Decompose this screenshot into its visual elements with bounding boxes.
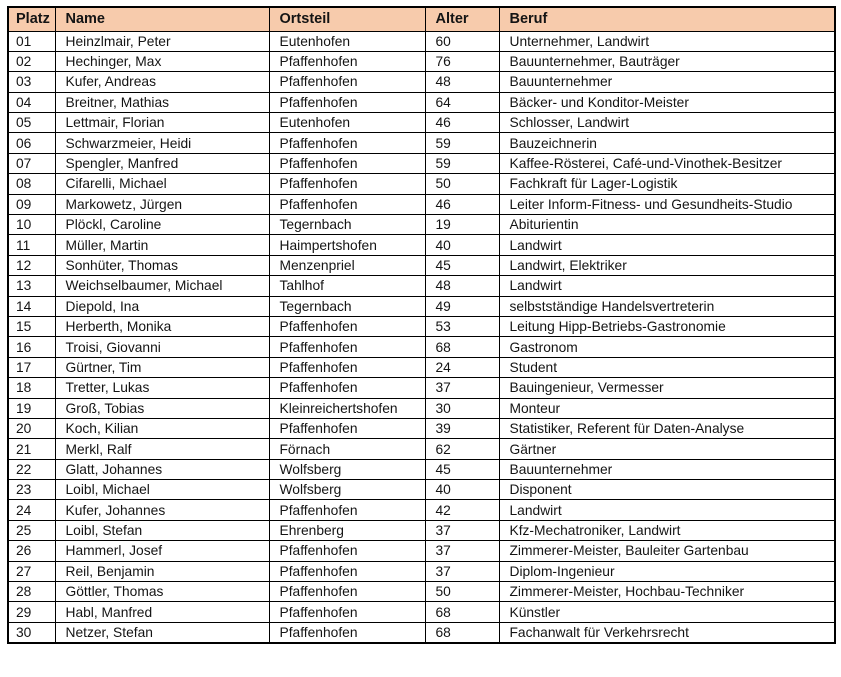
cell-alter: 40 xyxy=(425,235,499,255)
cell-alter: 45 xyxy=(425,255,499,275)
cell-name: Merkl, Ralf xyxy=(55,439,269,459)
cell-alter: 53 xyxy=(425,316,499,336)
cell-platz: 15 xyxy=(8,316,55,336)
cell-name: Hechinger, Max xyxy=(55,51,269,71)
table-row xyxy=(8,418,835,438)
cell-beruf: Leitung Hipp-Betriebs-Gastronomie xyxy=(499,316,835,336)
cell-platz: 28 xyxy=(8,582,55,602)
cell-name: Breitner, Mathias xyxy=(55,92,269,112)
cell-name: Lettmair, Florian xyxy=(55,113,269,133)
cell-name: Göttler, Thomas xyxy=(55,582,269,602)
cell-platz: 16 xyxy=(8,337,55,357)
cell-ortsteil: Pfaffenhofen xyxy=(269,561,425,581)
cell-name: Troisi, Giovanni xyxy=(55,337,269,357)
cell-ortsteil: Eutenhofen xyxy=(269,31,425,51)
cell-alter: 48 xyxy=(425,276,499,296)
cell-name: Tretter, Lukas xyxy=(55,378,269,398)
cell-beruf: Bauunternehmer xyxy=(499,459,835,479)
cell-beruf: Bauingenieur, Vermesser xyxy=(499,378,835,398)
cell-platz: 20 xyxy=(8,418,55,438)
cell-beruf: Zimmerer-Meister, Hochbau-Techniker xyxy=(499,582,835,602)
table-row xyxy=(8,51,835,71)
table-row xyxy=(8,459,835,479)
cell-platz: 22 xyxy=(8,459,55,479)
cell-ortsteil: Ehrenberg xyxy=(269,520,425,540)
table-row xyxy=(8,215,835,235)
cell-platz: 09 xyxy=(8,194,55,214)
cell-alter: 30 xyxy=(425,398,499,418)
table-row xyxy=(8,500,835,520)
cell-ortsteil: Menzenpriel xyxy=(269,255,425,275)
cell-ortsteil: Pfaffenhofen xyxy=(269,378,425,398)
cell-platz: 07 xyxy=(8,153,55,173)
cell-beruf: Fachkraft für Lager-Logistik xyxy=(499,174,835,194)
cell-alter: 68 xyxy=(425,337,499,357)
cell-name: Spengler, Manfred xyxy=(55,153,269,173)
table-body xyxy=(8,31,835,643)
cell-name: Koch, Kilian xyxy=(55,418,269,438)
cell-beruf: Disponent xyxy=(499,480,835,500)
cell-ortsteil: Pfaffenhofen xyxy=(269,541,425,561)
cell-alter: 68 xyxy=(425,602,499,622)
cell-alter: 64 xyxy=(425,92,499,112)
cell-name: Plöckl, Caroline xyxy=(55,215,269,235)
table-row xyxy=(8,541,835,561)
cell-alter: 37 xyxy=(425,378,499,398)
cell-ortsteil: Pfaffenhofen xyxy=(269,602,425,622)
cell-alter: 49 xyxy=(425,296,499,316)
table-row xyxy=(8,561,835,581)
header-platz: Platz xyxy=(8,7,55,31)
cell-platz: 11 xyxy=(8,235,55,255)
table-row xyxy=(8,480,835,500)
table-row xyxy=(8,357,835,377)
cell-beruf: Landwirt xyxy=(499,500,835,520)
cell-ortsteil: Tegernbach xyxy=(269,215,425,235)
table-row xyxy=(8,622,835,642)
cell-platz: 02 xyxy=(8,51,55,71)
cell-alter: 59 xyxy=(425,133,499,153)
cell-beruf: Kaffee-Rösterei, Café-und-Vinothek-Besitzer xyxy=(499,153,835,173)
cell-name: Loibl, Michael xyxy=(55,480,269,500)
cell-platz: 06 xyxy=(8,133,55,153)
table-row xyxy=(8,378,835,398)
cell-alter: 46 xyxy=(425,194,499,214)
cell-name: Groß, Tobias xyxy=(55,398,269,418)
cell-platz: 25 xyxy=(8,520,55,540)
cell-beruf: Bauunternehmer, Bauträger xyxy=(499,51,835,71)
cell-beruf: Künstler xyxy=(499,602,835,622)
cell-beruf: Student xyxy=(499,357,835,377)
cell-alter: 24 xyxy=(425,357,499,377)
cell-platz: 08 xyxy=(8,174,55,194)
cell-alter: 19 xyxy=(425,215,499,235)
cell-beruf: Landwirt, Elektriker xyxy=(499,255,835,275)
cell-alter: 60 xyxy=(425,31,499,51)
cell-beruf: Abiturientin xyxy=(499,215,835,235)
cell-platz: 23 xyxy=(8,480,55,500)
cell-platz: 26 xyxy=(8,541,55,561)
cell-name: Netzer, Stefan xyxy=(55,622,269,642)
cell-name: Reil, Benjamin xyxy=(55,561,269,581)
cell-ortsteil: Pfaffenhofen xyxy=(269,72,425,92)
cell-name: Heinzlmair, Peter xyxy=(55,31,269,51)
cell-beruf: Leiter Inform-Fitness- und Gesundheits-Studio xyxy=(499,194,835,214)
table-row xyxy=(8,520,835,540)
cell-beruf: Zimmerer-Meister, Bauleiter Gartenbau xyxy=(499,541,835,561)
cell-ortsteil: Pfaffenhofen xyxy=(269,51,425,71)
cell-ortsteil: Pfaffenhofen xyxy=(269,194,425,214)
table-row xyxy=(8,31,835,51)
cell-platz: 14 xyxy=(8,296,55,316)
cell-beruf: selbstständige Handelsvertreterin xyxy=(499,296,835,316)
cell-ortsteil: Förnach xyxy=(269,439,425,459)
cell-ortsteil: Pfaffenhofen xyxy=(269,92,425,112)
cell-platz: 10 xyxy=(8,215,55,235)
cell-platz: 18 xyxy=(8,378,55,398)
cell-ortsteil: Pfaffenhofen xyxy=(269,622,425,642)
cell-platz: 01 xyxy=(8,31,55,51)
cell-alter: 48 xyxy=(425,72,499,92)
cell-alter: 37 xyxy=(425,561,499,581)
cell-beruf: Landwirt xyxy=(499,276,835,296)
cell-platz: 12 xyxy=(8,255,55,275)
cell-beruf: Unternehmer, Landwirt xyxy=(499,31,835,51)
cell-beruf: Fachanwalt für Verkehrsrecht xyxy=(499,622,835,642)
cell-alter: 50 xyxy=(425,174,499,194)
cell-alter: 37 xyxy=(425,541,499,561)
cell-name: Hammerl, Josef xyxy=(55,541,269,561)
table-row xyxy=(8,133,835,153)
cell-ortsteil: Kleinreichertshofen xyxy=(269,398,425,418)
table-row xyxy=(8,316,835,336)
header-alter: Alter xyxy=(425,7,499,31)
table-row xyxy=(8,194,835,214)
cell-name: Markowetz, Jürgen xyxy=(55,194,269,214)
cell-platz: 17 xyxy=(8,357,55,377)
cell-name: Sonhüter, Thomas xyxy=(55,255,269,275)
table-row xyxy=(8,255,835,275)
table-row xyxy=(8,296,835,316)
cell-beruf: Monteur xyxy=(499,398,835,418)
cell-name: Glatt, Johannes xyxy=(55,459,269,479)
table-row xyxy=(8,602,835,622)
table-row xyxy=(8,92,835,112)
cell-ortsteil: Eutenhofen xyxy=(269,113,425,133)
cell-alter: 46 xyxy=(425,113,499,133)
table-row xyxy=(8,398,835,418)
cell-alter: 76 xyxy=(425,51,499,71)
cell-alter: 62 xyxy=(425,439,499,459)
cell-name: Gürtner, Tim xyxy=(55,357,269,377)
ranking-table xyxy=(7,6,836,644)
table-row xyxy=(8,582,835,602)
cell-name: Weichselbaumer, Michael xyxy=(55,276,269,296)
cell-ortsteil: Pfaffenhofen xyxy=(269,500,425,520)
cell-ortsteil: Pfaffenhofen xyxy=(269,153,425,173)
cell-alter: 45 xyxy=(425,459,499,479)
cell-beruf: Landwirt xyxy=(499,235,835,255)
cell-beruf: Gastronom xyxy=(499,337,835,357)
cell-ortsteil: Pfaffenhofen xyxy=(269,582,425,602)
cell-platz: 03 xyxy=(8,72,55,92)
cell-platz: 13 xyxy=(8,276,55,296)
cell-beruf: Bauzeichnerin xyxy=(499,133,835,153)
cell-ortsteil: Tegernbach xyxy=(269,296,425,316)
cell-platz: 24 xyxy=(8,500,55,520)
cell-ortsteil: Wolfsberg xyxy=(269,480,425,500)
cell-platz: 27 xyxy=(8,561,55,581)
cell-alter: 59 xyxy=(425,153,499,173)
cell-name: Kufer, Johannes xyxy=(55,500,269,520)
cell-ortsteil: Pfaffenhofen xyxy=(269,174,425,194)
cell-name: Diepold, Ina xyxy=(55,296,269,316)
cell-beruf: Gärtner xyxy=(499,439,835,459)
cell-alter: 68 xyxy=(425,622,499,642)
cell-name: Loibl, Stefan xyxy=(55,520,269,540)
cell-ortsteil: Pfaffenhofen xyxy=(269,316,425,336)
table-row xyxy=(8,153,835,173)
cell-alter: 40 xyxy=(425,480,499,500)
table-row xyxy=(8,276,835,296)
cell-name: Cifarelli, Michael xyxy=(55,174,269,194)
header-ortsteil: Ortsteil xyxy=(269,7,425,31)
cell-alter: 42 xyxy=(425,500,499,520)
cell-ortsteil: Pfaffenhofen xyxy=(269,337,425,357)
cell-platz: 04 xyxy=(8,92,55,112)
header-beruf: Beruf xyxy=(499,7,835,31)
cell-name: Habl, Manfred xyxy=(55,602,269,622)
cell-platz: 30 xyxy=(8,622,55,642)
table-row xyxy=(8,113,835,133)
cell-name: Müller, Martin xyxy=(55,235,269,255)
cell-name: Kufer, Andreas xyxy=(55,72,269,92)
cell-beruf: Bäcker- und Konditor-Meister xyxy=(499,92,835,112)
cell-ortsteil: Wolfsberg xyxy=(269,459,425,479)
cell-alter: 39 xyxy=(425,418,499,438)
table-row xyxy=(8,439,835,459)
cell-ortsteil: Tahlhof xyxy=(269,276,425,296)
cell-alter: 50 xyxy=(425,582,499,602)
cell-name: Herberth, Monika xyxy=(55,316,269,336)
cell-ortsteil: Pfaffenhofen xyxy=(269,357,425,377)
cell-beruf: Bauunternehmer xyxy=(499,72,835,92)
table-row xyxy=(8,337,835,357)
cell-beruf: Schlosser, Landwirt xyxy=(499,113,835,133)
cell-beruf: Statistiker, Referent für Daten-Analyse xyxy=(499,418,835,438)
cell-ortsteil: Pfaffenhofen xyxy=(269,133,425,153)
cell-name: Schwarzmeier, Heidi xyxy=(55,133,269,153)
table-row xyxy=(8,235,835,255)
cell-ortsteil: Pfaffenhofen xyxy=(269,418,425,438)
table-row xyxy=(8,174,835,194)
cell-alter: 37 xyxy=(425,520,499,540)
cell-platz: 05 xyxy=(8,113,55,133)
cell-platz: 21 xyxy=(8,439,55,459)
cell-ortsteil: Haimpertshofen xyxy=(269,235,425,255)
cell-platz: 19 xyxy=(8,398,55,418)
header-name: Name xyxy=(55,7,269,31)
table-row xyxy=(8,72,835,92)
cell-platz: 29 xyxy=(8,602,55,622)
cell-beruf: Diplom-Ingenieur xyxy=(499,561,835,581)
cell-beruf: Kfz-Mechatroniker, Landwirt xyxy=(499,520,835,540)
table-header-row xyxy=(8,7,835,31)
